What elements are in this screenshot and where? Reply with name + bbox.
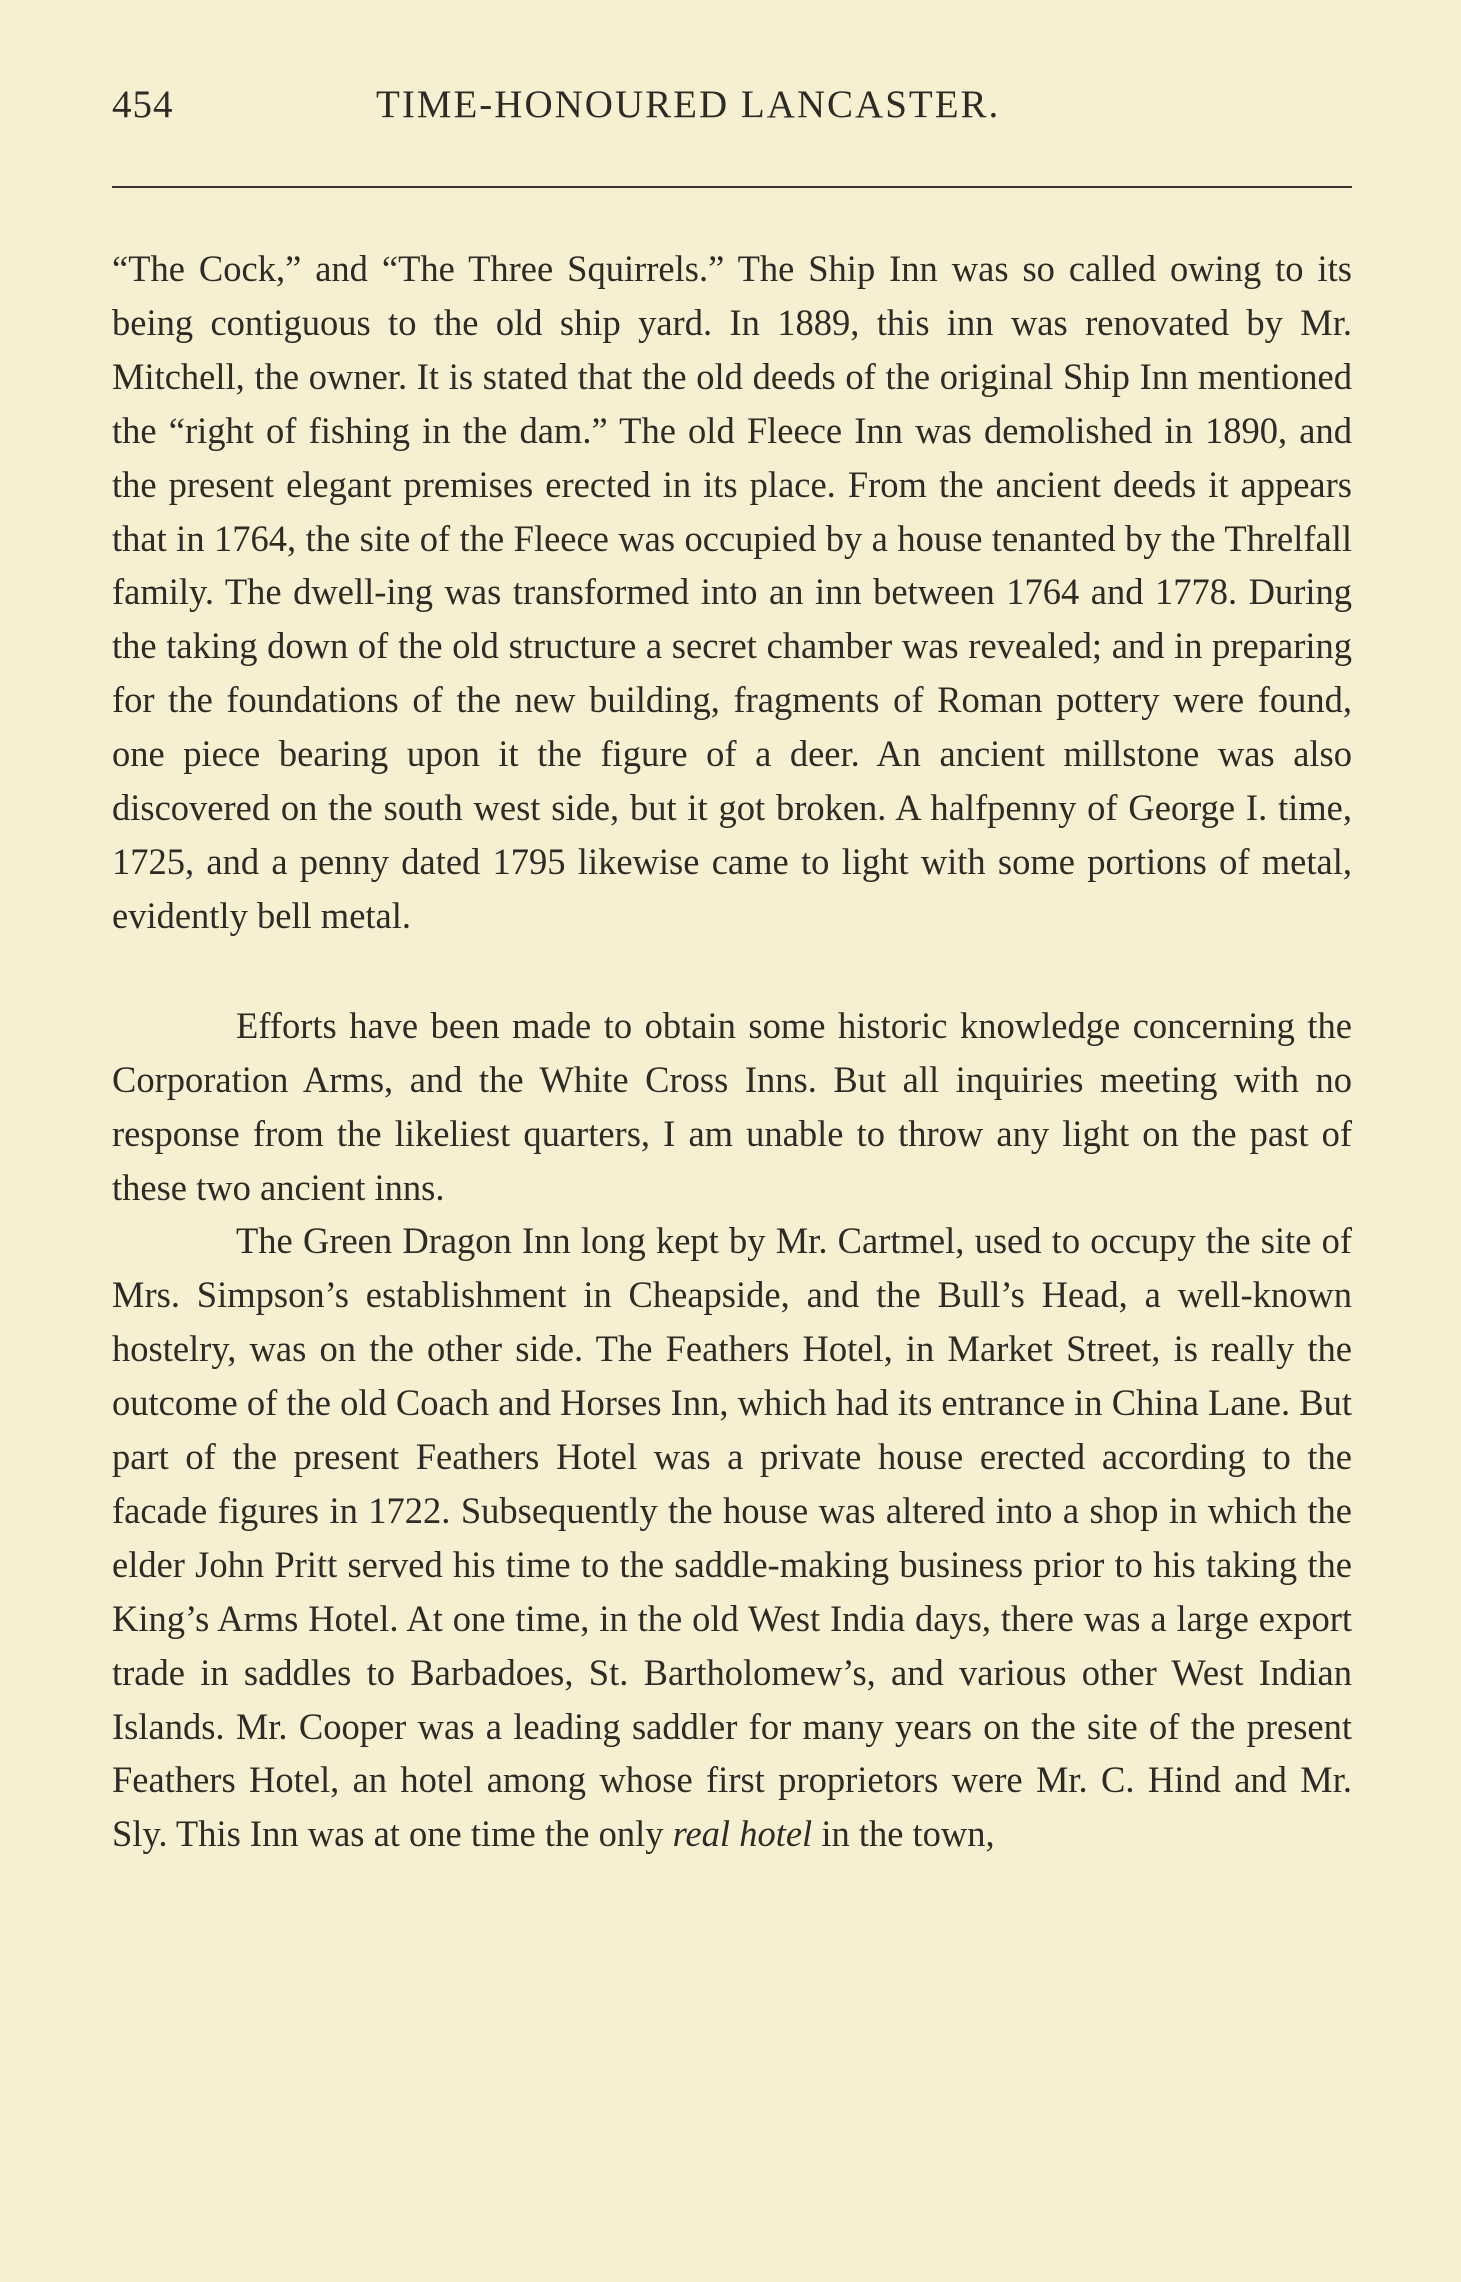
paragraph-3-text-end: in the town, — [821, 1813, 995, 1855]
paragraph-3 — [112, 1214, 1352, 1861]
body-text — [112, 242, 1352, 1861]
paragraph-3-emphasis: real hotel — [672, 1813, 813, 1855]
page-number: 454 — [112, 83, 174, 126]
running-title: TIME-HONOURED LANCASTER. — [376, 83, 1001, 126]
paragraph-1: “The Cock,” and “The Three Squirrels.” The Ship Inn was so called owing to its being contiguous to the old ship yard. In 1889, this inn was renovated by Mr. Mitchell, the owner. It is stated that the old deeds of the original Ship Inn mentioned the “right of fishing in the dam.” The old Fleece Inn was demolished in 1890, and the present elegant premises erected in its place. From the ancient deeds it appears that in 1764, the site of the Fleece was occupied by a house tenanted by the Threlfall family. The dwell-ing was transformed into an inn between 1764 and 1778. During the taking down of the old structure a secret chamber was revealed; and in preparing for the foundations of the new building, fragments of Roman pottery were found, one piece bearing upon it the figure of a deer. An ancient millstone was also discovered on the south west side, but it got broken. A halfpenny of George I. time, 1725, and a penny dated 1795 likewise came to light with some portions of metal, evidently bell metal. — [112, 248, 1352, 936]
paragraph-2: Efforts have been made to obtain some historic knowledge concerning the Corporation Arms, and the White Cross Inns. But all inquiries meeting with no response from the likeliest quarters, I am unable to throw any light on the past of these two ancient inns. — [112, 1004, 1352, 1208]
paragraph-3-text: The Green Dragon Inn long kept by Mr. Cartmel, used to occupy the site of Mrs. Simpson’s establishment in Cheapside, and the Bull’s Head, a well-known hostelry, was on the other side. The Feathers Hotel, in Market Street, is really the outcome of the old Coach and Horses Inn, which had its entrance in China Lane. But part of the present Feathers Hotel was a private house erected according to the facade figures in 1722. Subsequently the house was altered into a shop in which the elder John Pritt served his time to the saddle-making business prior to his taking the King’s Arms Hotel. At one time, in the old West India days, there was a large export trade in saddles to Barbadoes, St. Bartholomew’s, and various other West Indian Islands. Mr. Cooper was a leading saddler for many years on the site of the present Feathers Hotel, an hotel among whose first proprietors were Mr. C. Hind and Mr. Sly. This Inn was at one time the only — [112, 1220, 1352, 1855]
header-rule — [112, 186, 1352, 188]
page-header — [112, 82, 1352, 142]
